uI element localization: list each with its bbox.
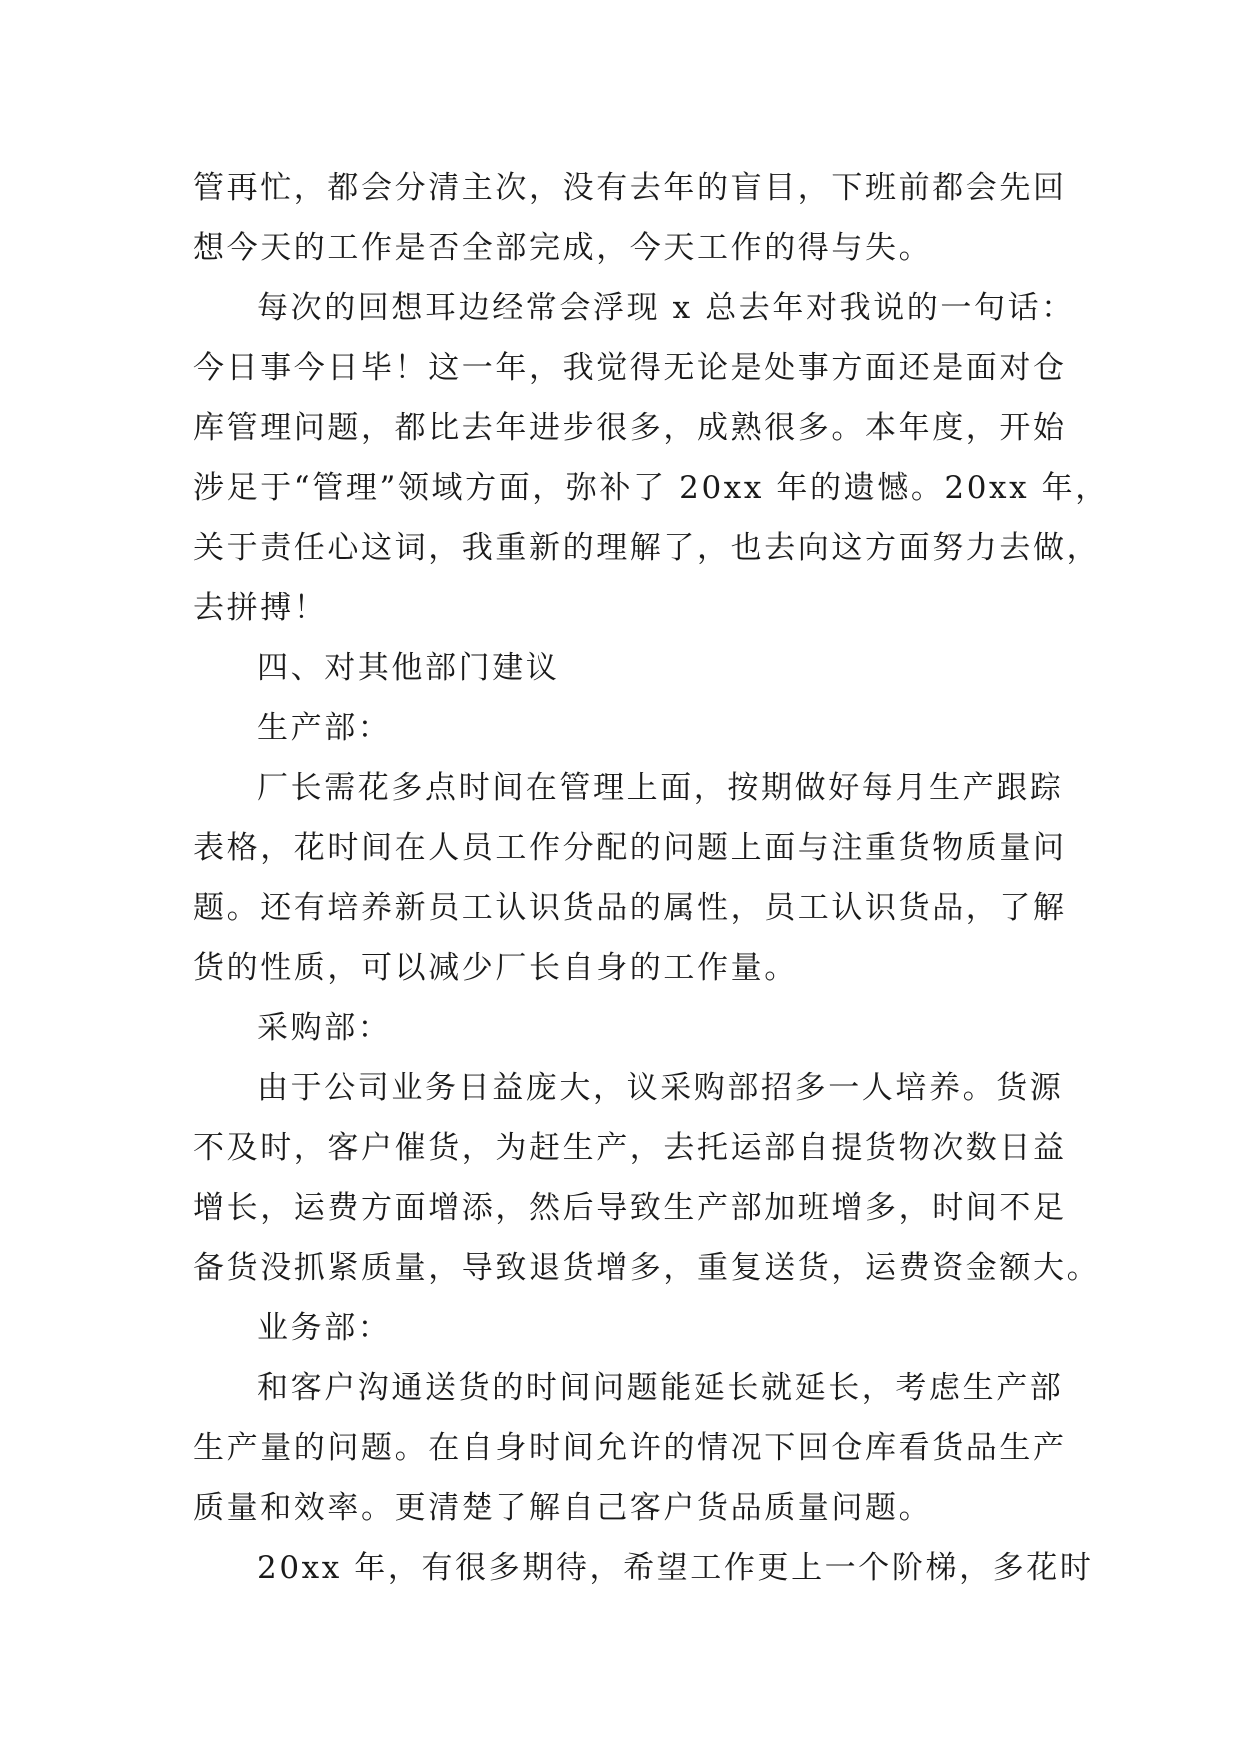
paragraph-line: 质量和效率。更清楚了解自己客户货品质量问题。 (193, 1490, 933, 1526)
paragraph-line: 题。还有培养新员工认识货品的属性，员工认识货品，了解 (193, 890, 1067, 926)
department-heading: 生产部： (257, 710, 392, 746)
paragraph-line: 涉足于“管理”领域方面，弥补了 20xx 年的遗憾。20xx 年， (193, 470, 1109, 506)
paragraph-line: 去拼搏！ (193, 590, 328, 626)
paragraph-line: 表格，花时间在人员工作分配的问题上面与注重货物质量问 (193, 830, 1067, 866)
department-heading: 业务部： (257, 1310, 392, 1346)
section-heading: 四、对其他部门建议 (257, 650, 560, 686)
paragraph-line: 厂长需花多点时间在管理上面，按期做好每月生产跟踪 (257, 770, 1064, 806)
paragraph-line: 不及时，客户催货，为赶生产，去托运部自提货物次数日益 (193, 1130, 1067, 1166)
paragraph-line: 生产量的问题。在自身时间允许的情况下回仓库看货品生产 (193, 1430, 1067, 1466)
paragraph-line: 每次的回想耳边经常会浮现 x 总去年对我说的一句话： (257, 290, 1075, 326)
department-heading: 采购部： (257, 1010, 392, 1046)
paragraph-line: 库管理问题，都比去年进步很多，成熟很多。本年度，开始 (193, 410, 1067, 446)
paragraph-line: 今日事今日毕！这一年，我觉得无论是处事方面还是面对仓 (193, 350, 1067, 386)
document-body (193, 158, 1109, 1598)
paragraph-line: 由于公司业务日益庞大，议采购部招多一人培养。货源 (257, 1070, 1064, 1106)
paragraph-line: 备货没抓紧质量，导致退货增多，重复送货，运费资金额大。 (193, 1250, 1101, 1286)
paragraph-line: 和客户沟通送货的时间问题能延长就延长，考虑生产部 (257, 1370, 1064, 1406)
paragraph-line: 货的性质，可以减少厂长自身的工作量。 (193, 950, 798, 986)
paragraph-line: 关于责任心这词，我重新的理解了，也去向这方面努力去做， (193, 530, 1101, 566)
paragraph-line: 想今天的工作是否全部完成，今天工作的得与失。 (193, 230, 933, 266)
paragraph-line: 20xx 年，有很多期待，希望工作更上一个阶梯，多花时 (257, 1550, 1094, 1586)
paragraph-line: 增长，运费方面增添，然后导致生产部加班增多，时间不足 (193, 1190, 1067, 1226)
paragraph-line: 管再忙，都会分清主次，没有去年的盲目，下班前都会先回 (193, 170, 1067, 206)
